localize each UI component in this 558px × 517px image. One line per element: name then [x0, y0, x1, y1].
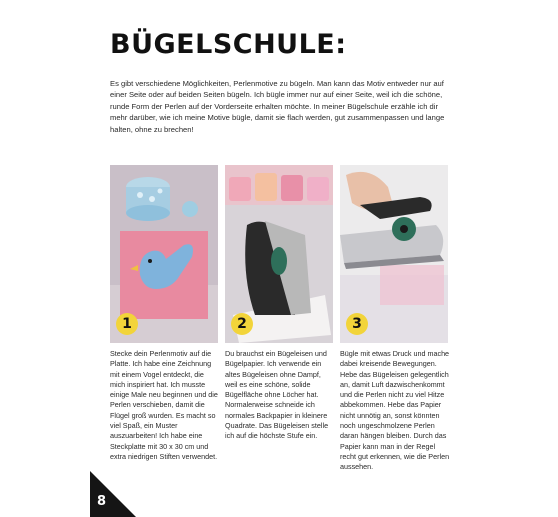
step-1-caption: Stecke dein Perlenmotiv auf die Platte. Ich habe eine Zeichnung mit einem Vogel entdeckt, die mich inspiriert hat. Ich musste einige Male neu beginnen und die Perlen verschieben, damit die Flügel groß wurden. Es macht so viel Spaß, ein Muster auszuarbeiten! Ich habe eine Steckplatte mit 30 x 30 cm und extra niedrigen Stiften verwendet. [110, 349, 218, 461]
photo-step-1 [110, 165, 218, 343]
step-3-caption: Bügle mit etwas Druck und mache dabei kreisende Bewegungen. Hebe das Bügeleisen gelegentlich an, damit Luft dazwischenkommt und die Perlen nicht zu viel Hitze abbekommen. Hebe das Papier nicht unnötig an, sonst könnten noch ungeschmolzene Perlen daran hängen bleiben. Durch das Papier kann man in der Regel recht gut erkennen, wie die Perlen aussehen. [340, 349, 450, 472]
page-title: BÜGELSCHULE: [110, 29, 347, 60]
photo-step-3 [340, 165, 448, 343]
photo-step-2 [225, 165, 333, 343]
page-number: 8 [97, 494, 107, 509]
step-2-caption: Du brauchst ein Bügeleisen und Bügelpapier. Ich verwende ein altes Bügeleisen ohne Dampf, weil es eine schöne, solide Bügelfläche ohne Löcher hat. Normalerweise schneide ich normales Backpapier in kleinere Quadrate. Das Bügeleisen stelle ich auf die höchste Stufe ein. [225, 349, 329, 441]
intro-paragraph: Es gibt verschiedene Möglichkeiten, Perlenmotive zu bügeln. Man kann das Motiv entweder nur auf einer Seite oder auf beiden Seiten bügeln. Ich bügle immer nur auf einer Seite, weil ich die schöne, runde Form der Perlen auf der Vorderseite erhalten möchte. In meiner Bügelschule erzähle ich dir mehr darüber, wie ich meine Motive bügle, damit sie flach werden, gut zusammenpassen und lange halten, ohne zu brechen! [110, 79, 445, 134]
step-number-badge: 1 [116, 313, 138, 335]
step-number-badge: 2 [231, 313, 253, 335]
step-number-badge: 3 [346, 313, 368, 335]
